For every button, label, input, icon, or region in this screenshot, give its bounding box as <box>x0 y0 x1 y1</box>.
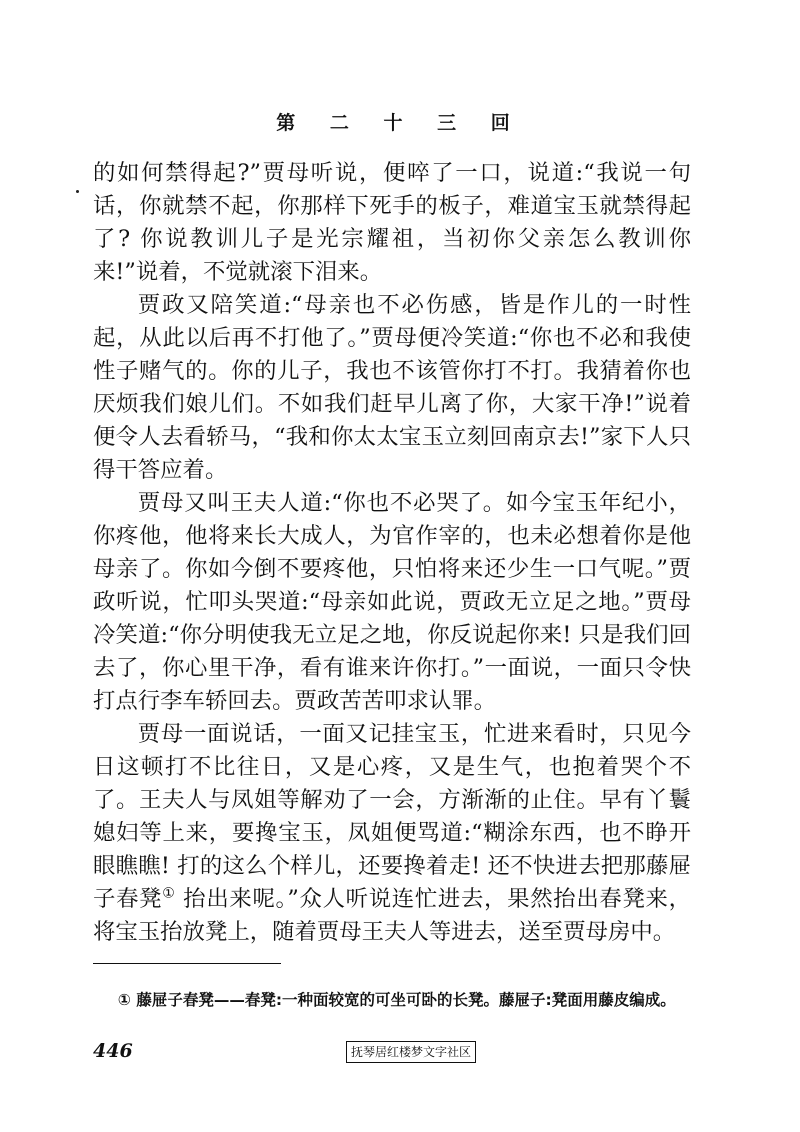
page-number: 446 <box>93 1040 133 1062</box>
paragraph-1: 的如何禁得起?”贾母听说，便啐了一口，说道:“我说一句话，你就禁不起，你那样下死手的板子，难道宝玉就禁得起了? 你说教训儿子是光宗耀祖，当初你父亲怎么教训你来!”说着，不觉就滚下泪来。 <box>93 160 691 285</box>
body-text <box>93 157 691 949</box>
footnote: ① 藤屉子春凳——春凳:一种面较宽的可坐可卧的长凳。藤屉子:凳面用藤皮编成。 <box>117 991 676 1009</box>
page-header: 第 二 十 三 回 <box>276 112 524 134</box>
scan-speck <box>76 190 79 193</box>
footnote-divider <box>93 963 281 964</box>
source-stamp: 抚琴居红楼梦文字社区 <box>346 1041 476 1063</box>
paragraph-4-part-2: 抬出来呢。”众人听说连忙进去，果然抬出春凳来，将宝玉抬放凳上，随着贾母王夫人等进去，送至贾母房中。 <box>93 886 691 945</box>
paragraph-4-part-1: 贾母一面说话，一面又记挂宝玉，忙进来看时，只见今日这顿打不比往日，又是心疼，又是生气，也抱着哭个不了。王夫人与凤姐等解劝了一会，方渐渐的止住。早有丫鬟媳妇等上来，要搀宝玉，凤姐便骂道:“糊涂东西，也不睁开眼瞧瞧! 打的这么个样儿，还要搀着走! 还不快进去把那藤屉子春凳 <box>93 721 691 912</box>
paragraph-3: 贾母又叫王夫人道:“你也不必哭了。如今宝玉年纪小，你疼他，他将来长大成人，为官作宰的，也未必想着你是他母亲了。你如今倒不要疼他，只怕将来还少生一口气呢。”贾政听说，忙叩头哭道:“母亲如此说，贾政无立足之地。”贾母冷笑道:“你分明使我无立足之地，你反说起你来! 只是我们回去了，你心里干净，看有谁来许你打。”一面说，一面只令快打点行李车轿回去。贾政苦苦叩求认罪。 <box>93 490 691 714</box>
footnote-marker: ① <box>162 885 176 902</box>
paragraph-4 <box>93 718 691 949</box>
paragraph-2: 贾政又陪笑道:“母亲也不必伤感，皆是作儿的一时性起，从此以后再不打他了。”贾母便冷笑道:“你也不必和我使性子赌气的。你的儿子，我也不该管你打不打。我猜着你也厌烦我们娘儿们。不如我们赶早儿离了你，大家干净!”说着便令人去看轿马，“我和你太太宝玉立刻回南京去!”家下人只得干答应着。 <box>93 292 691 483</box>
